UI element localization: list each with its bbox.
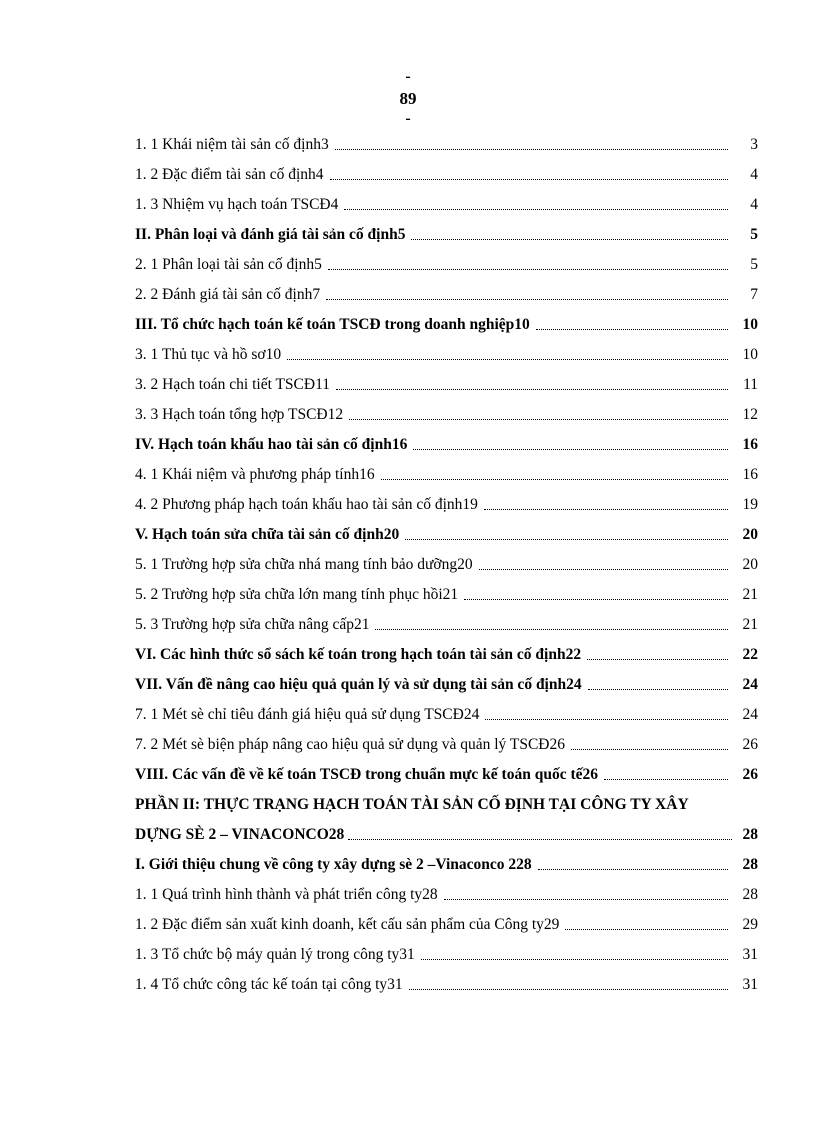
toc-entry[interactable] <box>135 160 758 190</box>
page-dash-top: - <box>405 68 411 85</box>
toc-entry-page: 26 <box>742 766 758 783</box>
toc-entry[interactable] <box>135 880 758 910</box>
toc-entry-page: 20 <box>742 526 758 543</box>
dot-leader <box>348 838 732 840</box>
toc-entry-title: 7. 1 Mét sè chỉ tiêu đánh giá hiệu quả sử dụng TSCĐ24 <box>135 706 480 723</box>
toc-entry[interactable] <box>135 250 758 280</box>
toc-entry[interactable] <box>135 700 758 730</box>
toc-entry-page: 21 <box>742 586 758 603</box>
toc-entry-page: 22 <box>742 646 758 663</box>
toc-entry-title: VI. Các hình thức sổ sách kế toán trong hạch toán tài sản cố định22 <box>135 646 582 663</box>
toc-entry-page: 4 <box>750 166 758 183</box>
toc-entry-title: 1. 3 Nhiệm vụ hạch toán TSCĐ4 <box>135 196 339 213</box>
toc-entry-page: 16 <box>742 436 758 453</box>
toc-entry-title: 5. 2 Trường hợp sửa chữa lớn mang tính phục hồi21 <box>135 586 459 603</box>
dot-leader <box>336 388 728 390</box>
toc-entry-title: 1. 4 Tổ chức công tác kế toán tại công ty31 <box>135 976 403 993</box>
toc-entry-page: 16 <box>742 466 758 483</box>
toc-entry-title: V. Hạch toán sửa chữa tài sản cố định20 <box>135 526 400 543</box>
toc-entry-page: 10 <box>742 346 758 363</box>
toc-entry-title: 2. 1 Phân loại tài sản cố định5 <box>135 256 322 273</box>
dot-leader <box>588 688 728 690</box>
dot-leader <box>326 298 728 300</box>
toc-entry-title: 3. 3 Hạch toán tổng hợp TSCĐ12 <box>135 406 344 423</box>
toc-entry-title: 1. 1 Quá trình hình thành và phát triển công ty28 <box>135 886 438 903</box>
toc-entry-page: 12 <box>742 406 758 423</box>
toc-entry[interactable] <box>135 400 758 430</box>
toc-entry[interactable] <box>135 910 758 940</box>
toc-entry[interactable] <box>135 490 758 520</box>
toc-entry-page: 28 <box>742 826 758 843</box>
dot-leader <box>587 658 728 660</box>
toc-entry-page: 3 <box>750 136 758 153</box>
toc-entry[interactable] <box>135 310 758 340</box>
dot-leader <box>381 478 728 480</box>
dot-leader <box>538 868 728 870</box>
toc-entry-title: VIII. Các vấn đề về kế toán TSCĐ trong chuẩn mực kế toán quốc tế26 <box>135 766 598 783</box>
page-number: 89 <box>399 89 417 108</box>
toc-entry[interactable] <box>135 430 758 460</box>
toc-entry-page: 24 <box>742 676 758 693</box>
toc-entry[interactable] <box>135 460 758 490</box>
dot-leader <box>344 208 728 210</box>
dot-leader <box>485 718 728 720</box>
dot-leader <box>565 928 728 930</box>
toc-entry-page: 20 <box>742 556 758 573</box>
dot-leader <box>464 598 728 600</box>
toc-entry[interactable] <box>135 730 758 760</box>
toc-entry-page: 31 <box>742 976 758 993</box>
dot-leader <box>421 958 728 960</box>
toc-entry-page: 7 <box>750 286 758 303</box>
toc-entry-title: 1. 2 Đặc điểm tài sản cố định4 <box>135 166 324 183</box>
toc-entry[interactable] <box>135 220 758 250</box>
dot-leader <box>604 778 728 780</box>
toc-entry[interactable] <box>135 610 758 640</box>
toc-entry-page: 11 <box>743 376 758 393</box>
dot-leader <box>479 568 728 570</box>
toc-entry[interactable] <box>135 550 758 580</box>
dot-leader <box>484 508 728 510</box>
toc-entry-title: 5. 1 Trường hợp sửa chữa nhá mang tính bảo dưỡng20 <box>135 556 473 573</box>
toc-entry-title: IV. Hạch toán khấu hao tài sản cố định16 <box>135 436 408 453</box>
toc-entry[interactable] <box>135 970 758 1000</box>
toc-entry-page: 24 <box>742 706 758 723</box>
dot-leader <box>571 748 728 750</box>
toc-entry-title: VII. Vấn đề nâng cao hiệu quả quản lý và sử dụng tài sản cố định24 <box>135 676 582 693</box>
toc-entry[interactable] <box>135 130 758 160</box>
dot-leader <box>444 898 728 900</box>
dot-leader <box>405 538 728 540</box>
dot-leader <box>409 988 728 990</box>
toc-entry-page: 5 <box>750 256 758 273</box>
toc-entry-page: 4 <box>750 196 758 213</box>
toc-entry-title: 2. 2 Đánh giá tài sản cố định7 <box>135 286 321 303</box>
dot-leader <box>335 148 728 150</box>
toc-entry-page: 21 <box>742 616 758 633</box>
toc-entry[interactable] <box>135 850 758 880</box>
toc-entry[interactable] <box>135 520 758 550</box>
toc-entry[interactable] <box>135 580 758 610</box>
toc-entry[interactable] <box>135 370 758 400</box>
toc-entry-title: 4. 2 Phương pháp hạch toán khấu hao tài sản cố định19 <box>135 496 478 513</box>
toc-entry[interactable] <box>135 670 758 700</box>
page-dash-bottom: - <box>405 110 411 127</box>
toc-entry-title: 5. 3 Trường hợp sửa chữa nâng cấp21 <box>135 616 370 633</box>
toc-entry-title: 3. 2 Hạch toán chi tiết TSCĐ11 <box>135 376 331 393</box>
toc-entry-title: 1. 2 Đặc điểm sản xuất kinh doanh, kết cấu sản phẩm của Công ty29 <box>135 916 560 933</box>
dot-leader <box>375 628 728 630</box>
dot-leader <box>536 328 728 330</box>
toc-entry[interactable] <box>135 190 758 220</box>
dot-leader <box>287 358 728 360</box>
toc-entry-title: 1. 3 Tổ chức bộ máy quản lý trong công ty31 <box>135 946 415 963</box>
toc-entry[interactable] <box>135 340 758 370</box>
toc-entry-page: 19 <box>742 496 758 513</box>
toc-entry-title: 7. 2 Mét sè biện pháp nâng cao hiệu quả sử dụng và quản lý TSCĐ26 <box>135 736 565 753</box>
dot-leader <box>349 418 728 420</box>
toc-entry-page: 28 <box>742 856 758 873</box>
toc-entry-page: 28 <box>742 886 758 903</box>
toc-entry-title: I. Giới thiệu chung về công ty xây dựng sè 2 –Vinaconco 228 <box>135 856 532 873</box>
toc-entry-title: PHẦN II: THỰC TRẠNG HẠCH TOÁN TÀI SẢN CỐ ĐỊNH TẠI CÔNG TY XÂY <box>135 796 689 813</box>
dot-leader <box>328 268 728 270</box>
toc-entry-title: II. Phân loại và đánh giá tài sản cố định5 <box>135 226 406 243</box>
toc-entry-title-continued: DỰNG SÈ 2 – VINACONCO28 <box>135 826 345 843</box>
toc-entry-title: III. Tổ chức hạch toán kế toán TSCĐ trong doanh nghiệp10 <box>135 316 530 333</box>
toc-entry-page: 29 <box>742 916 758 933</box>
toc-entry[interactable] <box>135 280 758 310</box>
toc-entry-title: 1. 1 Khái niệm tài sản cố định3 <box>135 136 329 153</box>
dot-leader <box>413 448 728 450</box>
dot-leader <box>330 178 728 180</box>
table-of-contents <box>135 130 758 1000</box>
toc-entry[interactable] <box>135 790 758 850</box>
toc-entry[interactable] <box>135 940 758 970</box>
toc-entry-page: 10 <box>742 316 758 333</box>
toc-entry[interactable] <box>135 760 758 790</box>
toc-entry-page: 5 <box>750 226 758 243</box>
toc-entry-page: 31 <box>742 946 758 963</box>
dot-leader <box>411 238 728 240</box>
toc-entry-title: 4. 1 Khái niệm và phương pháp tính16 <box>135 466 375 483</box>
toc-entry-title: 3. 1 Thủ tục và hồ sơ10 <box>135 346 282 363</box>
toc-entry[interactable] <box>135 640 758 670</box>
toc-entry-page: 26 <box>742 736 758 753</box>
